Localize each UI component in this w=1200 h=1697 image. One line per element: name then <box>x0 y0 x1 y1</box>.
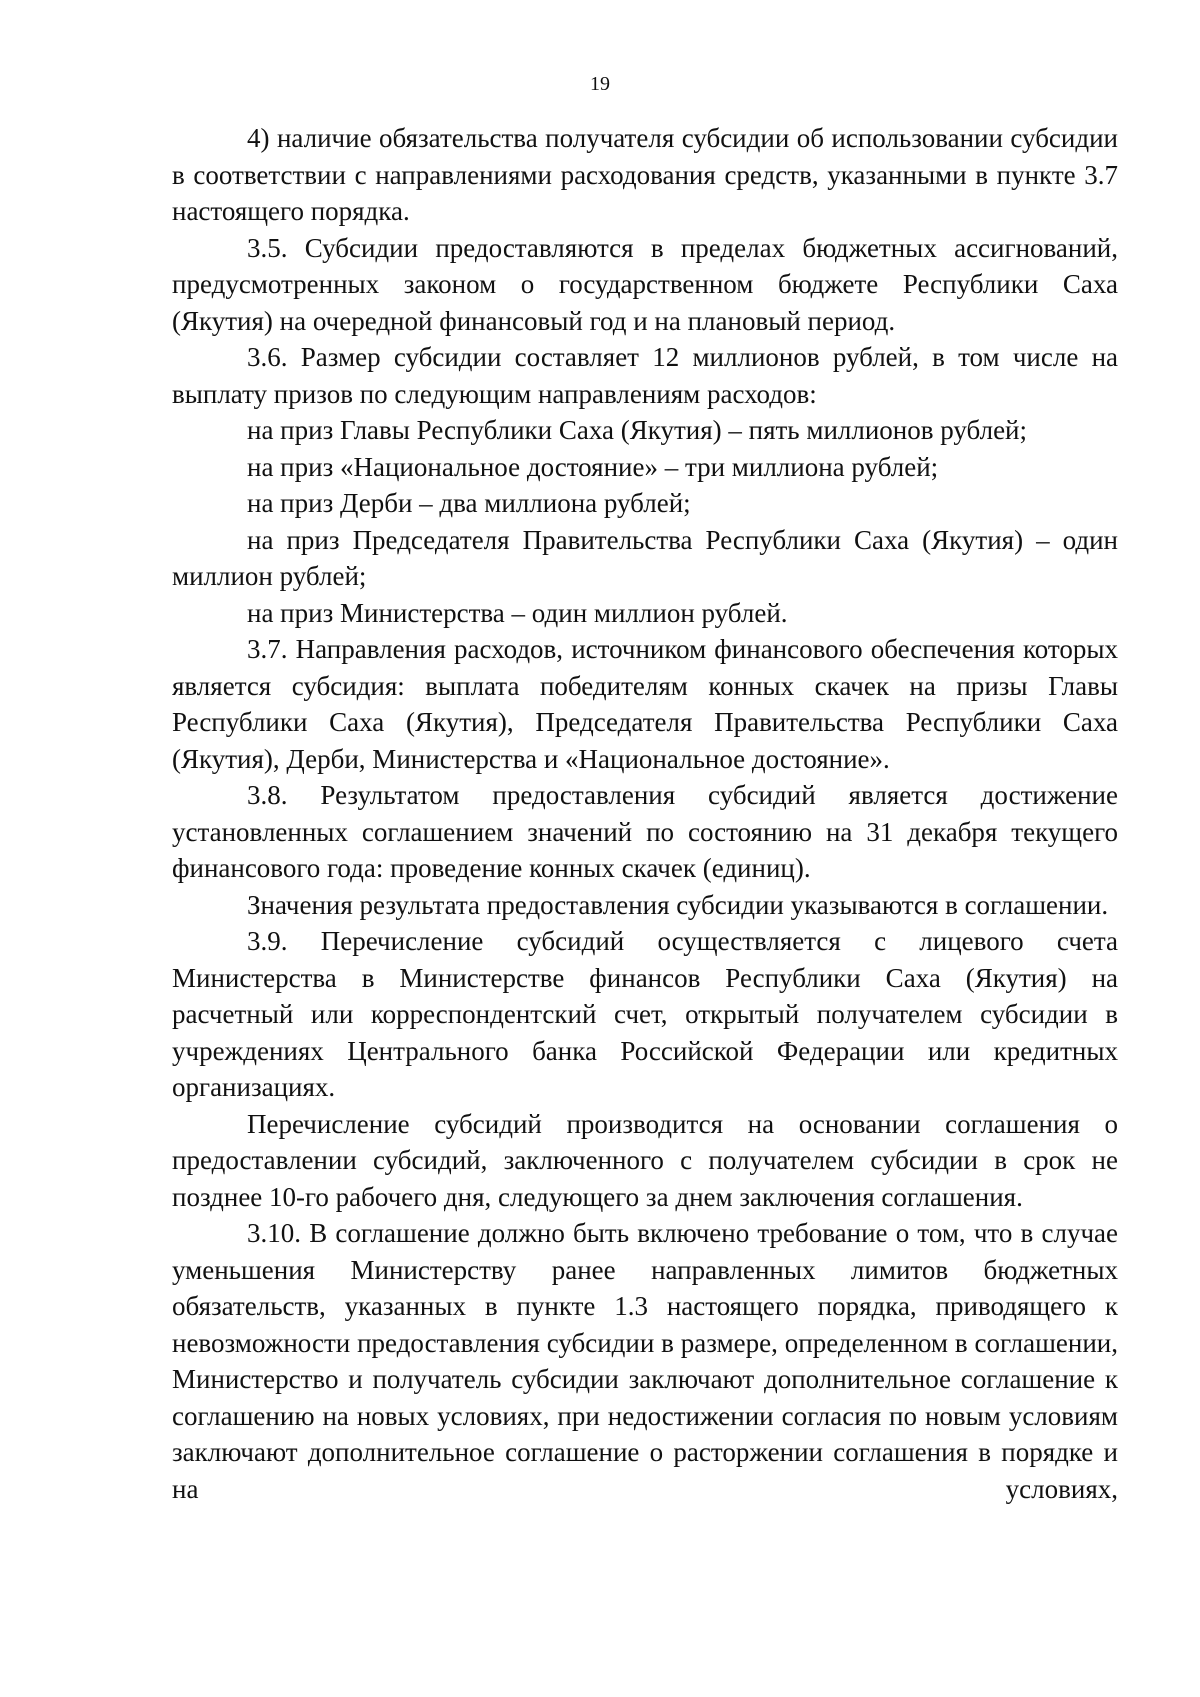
list-item-prize-derby: на приз Дерби – два миллиона рублей; <box>247 488 691 518</box>
paragraph-3-9: 3.9. Перечисление субсидий осуществляется с лицевого счета Министерства в Министерстве финансов Республики Саха (Якутия) на расчетный или корреспондентский счет, открытый получателем субсидии в учреждениях Центрального банка Российской Федерации или кредитных организациях. <box>172 926 1118 1102</box>
list-item-prize-ministry: на приз Министерства – один миллион рублей. <box>247 597 788 628</box>
paragraph-3-10: 3.10. В соглашение должно быть включено требование о том, что в случае уменьшения Министерству ранее направленных лимитов бюджетных обязательств, указанных в пункте 1.3 настоящего порядка, приводящего к невозможности предоставления субсидии в размере, определенном в соглашении, Министерство и получатель субсидии заключают дополнительное соглашение к соглашению на новых условиях, при недостижении согласия по новым условиям заключают дополнительное соглашение о расторжении соглашения в порядке и на условиях, <box>172 1218 1118 1504</box>
paragraph-3-7: 3.7. Направления расходов, источником финансового обеспечения которых является субсидия: выплата победителям конных скачек на призы Главы Республики Саха (Якутия), Председателя Правительства Республики Саха (Якутия), Дерби, Министерства и «Национальное достояние». <box>172 634 1118 774</box>
paragraph-3-8: 3.8. Результатом предоставления субсидий является достижение установленных соглашением значений по состоянию на 31 декабря текущего финансового года: проведение конных скачек (единиц). <box>172 780 1118 883</box>
paragraph-3-6: 3.6. Размер субсидии составляет 12 миллионов рублей, в том числе на выплату призов по следующим направлениям расходов: <box>172 342 1118 409</box>
list-item-prize-national: на приз «Национальное достояние» – три миллиона рублей; <box>247 451 939 482</box>
list-item-prize-chairman: на приз Председателя Правительства Республики Саха (Якутия) – один миллион рублей; <box>172 524 1118 591</box>
paragraph-transfer: Перечисление субсидий производится на основании соглашения о предоставлении субсидий, заключенного с получателем субсидии в срок не позднее 10-го рабочего дня, следующего за днем заключения соглашения. <box>172 1108 1118 1212</box>
page-number: 19 <box>590 73 610 95</box>
list-item-prize-head: на приз Главы Республики Саха (Якутия) – пять миллионов рублей; <box>247 415 1028 445</box>
document-body <box>172 120 1118 1507</box>
paragraph-result-values: Значения результата предоставления субсидии указываются в соглашении. <box>247 889 1109 920</box>
paragraph-item-4: 4) наличие обязательства получателя субсидии об использовании субсидии в соответствии с направлениями расходования средств, указанными в пункте 3.7 настоящего порядка. <box>172 123 1118 226</box>
paragraph-3-5: 3.5. Субсидии предоставляются в пределах бюджетных ассигнований, предусмотренных законом о государственном бюджете Республики Саха (Якутия) на очередной финансовый год и на плановый период. <box>172 232 1118 336</box>
